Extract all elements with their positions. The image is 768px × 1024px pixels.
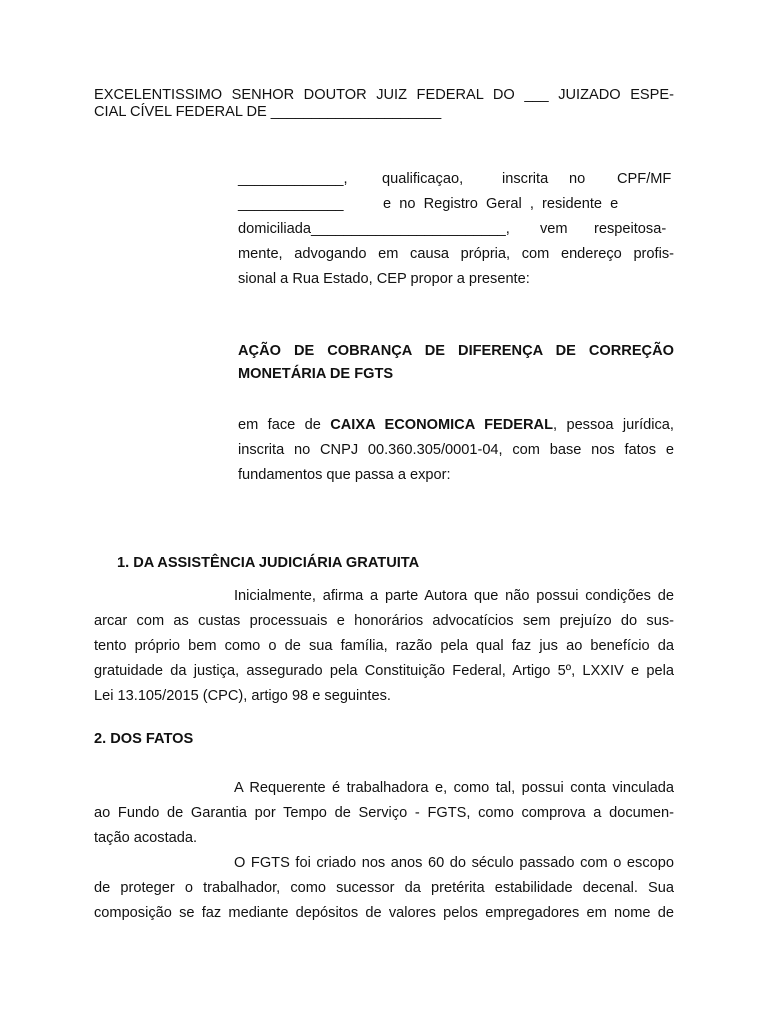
section-2-heading: 2. DOS FATOS	[94, 731, 194, 747]
section-1-line-2: arcar com as custas processuais e honorários advocatícios sem prejuízo do sus-	[94, 613, 674, 629]
qualification-word: qualificaçao,	[382, 171, 464, 187]
inscrita-word: inscrita	[502, 171, 549, 187]
defendant-line-2: inscrita no CNPJ 00.360.305/0001-04, com base nos fatos e	[238, 442, 674, 458]
action-title-line-2: MONETÁRIA DE FGTS	[238, 366, 394, 382]
qualification-line-4: mente, advogando em causa própria, com endereço profis-	[238, 246, 674, 262]
defendant-name: CAIXA ECONOMICA FEDERAL	[330, 417, 554, 433]
section-1-line-5: Lei 13.105/2015 (CPC), artigo 98 e seguintes.	[94, 688, 391, 704]
blank-name: _____________,	[238, 171, 348, 187]
section-1-line-1: Inicialmente, afirma a parte Autora que não possui condições de	[234, 588, 674, 604]
cpf-word: CPF/MF	[617, 171, 672, 187]
section-2-para-1-line-2: ao Fundo de Garantia por Tempo de Serviço - FGTS, como comprova a documen-	[94, 805, 674, 821]
section-2-para-1-line-1: A Requerente é trabalhadora e, como tal, possui conta vinculada	[234, 780, 674, 796]
defendant-line-1: em face de CAIXA ECONOMICA FEDERAL, pessoa jurídica,	[238, 417, 674, 433]
section-2-para-2-line-2: de proteger o trabalhador, como sucessor da pretérita estabilidade decenal. Sua	[94, 880, 674, 896]
qualification-line-5: sional a Rua Estado, CEP propor a presente:	[238, 271, 530, 287]
section-1-heading: 1. DA ASSISTÊNCIA JUDICIÁRIA GRATUITA	[117, 555, 420, 571]
section-2-para-2-line-3: composição se faz mediante depósitos de valores pelos empregadores em nome de	[94, 905, 674, 921]
section-2-para-1-line-3: tação acostada.	[94, 830, 198, 846]
section-1-line-4: gratuidade da justiça, assegurado pela Constituição Federal, Artigo 5º, LXXIV e pela	[94, 663, 674, 679]
document-page: EXCELENTISSIMO SENHOR DOUTOR JUIZ FEDERAL DO ___ JUIZADO ESPE- CIAL CÍVEL FEDERAL DE _____________________ _____________, qualificaçao, inscrita no CPF/MF _____________ e no Registro Geral , residente e domiciliada________________________, vem respeitosa- mente, advogando em causa própria, com endereço profis- sional a Rua Estado, CEP propor a presente: AÇÃO DE COBRANÇA DE DIFERENÇA DE CORREÇÃO MONETÁRIA DE FGTS em face de CAIXA ECONOMICA FEDERAL, pessoa jurídica, inscrita no CNPJ 00.360.305/0001-04, com base nos fatos e fundamentos que passa a expor: 1. DA ASSISTÊNCIA JUDICIÁRIA GRATUITA Inicialmente, afirma a parte Autora que não possui condições de arcar com as custas processuais e honorários advocatícios sem prejuízo do sus- tento próprio bem como o de sua família, razão pela qual faz jus ao benefício da gratuidade da justiça, assegurado pela Constituição Federal, Artigo 5º, LXXIV e pela Lei 13.105/2015 (CPC), artigo 98 e seguintes. 2. DOS FATOS A Requerente é trabalhadora e, como tal, possui conta vinculada ao Fundo de Garantia por Tempo de Serviço - FGTS, como comprova a documen- tação acostada. O FGTS foi criado nos anos 60 do século passado com o escopo de proteger o trabalhador, como sucessor da pretérita estabilidade decenal. Sua composição se faz mediante depósitos de valores pelos empregadores em nome de	[94, 87, 674, 921]
action-title-line-1: AÇÃO DE COBRANÇA DE DIFERENÇA DE CORREÇÃO	[238, 343, 674, 359]
header-line-1: EXCELENTISSIMO SENHOR DOUTOR JUIZ FEDERAL DO ___ JUIZADO ESPE-	[94, 87, 674, 103]
header-line-2: CIAL CÍVEL FEDERAL DE _____________________	[94, 104, 442, 120]
no-word: no	[569, 171, 586, 187]
section-1-line-3: tento próprio bem como o de sua família, razão pela qual faz jus ao benefício da	[94, 638, 674, 654]
section-2-para-2-line-1: O FGTS foi criado nos anos 60 do século passado com o escopo	[234, 855, 674, 871]
defendant-line-3: fundamentos que passa a expor:	[238, 467, 451, 483]
